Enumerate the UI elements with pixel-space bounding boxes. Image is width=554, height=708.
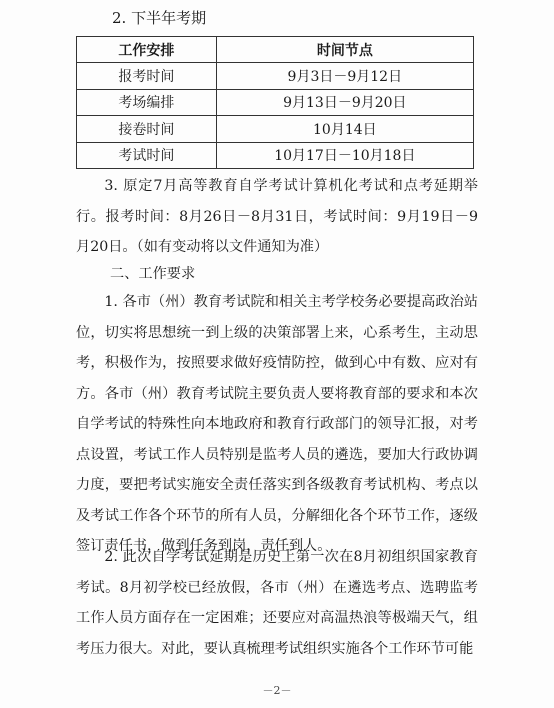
table-cell: 考试时间 (77, 142, 217, 168)
table-header-cell: 时间节点 (216, 37, 473, 63)
table-cell: 考场编排 (77, 89, 217, 115)
section-heading: 2. 下半年考期 (112, 9, 207, 27)
table-row (77, 63, 474, 89)
exam-schedule-table (76, 36, 474, 169)
requirement-1-block (76, 287, 478, 562)
table-cell: 报考时间 (77, 63, 217, 89)
table-row (77, 142, 474, 168)
paragraph-3-block (76, 171, 478, 263)
table-cell: 10月17日－10月18日 (216, 142, 473, 168)
table-cell: 10月14日 (216, 116, 473, 142)
table-row (77, 116, 474, 142)
table-row (77, 89, 474, 115)
requirement-1: 1. 各市（州）教育考试院和相关主考学校务必要提高政治站位，切实将思想统一到上级的决策部署上来，心系考生，主动思考，积极作为，按照要求做好疫情防控，做到心中有数、应对有方。各市（州）教育考试院主要负责人要将教育部的要求和本次自学考试的特殊性向本地政府和教育行政部门的领导汇报，对考点设置，考试工作人员特别是监考人员的遴选，要加大行政协调力度，要把考试实施安全责任落实到各级教育考试机构、考点以及考试工作各个环节的所有人员，分解细化各个环节工作，逐级签订责任书，做到任务到岗，责任到人。 (76, 294, 478, 554)
table-cell: 接卷时间 (77, 116, 217, 142)
table-cell: 9月3日－9月12日 (216, 63, 473, 89)
table-cell: 9月13日－9月20日 (216, 89, 473, 115)
table-header-row (77, 37, 474, 63)
page-number: －2－ (262, 684, 292, 697)
paragraph-3: 3. 原定7月高等教育自学考试计算机化考试和点考延期举行。报考时间：8月26日－8月31日，考试时间：9月19日－9月20日。（如有变动将以文件通知为准） (76, 178, 478, 255)
table-header-cell: 工作安排 (77, 37, 217, 63)
requirement-2: 2. 此次自学考试延期是历史上第一次在8月初组织国家教育考试。8月初学校已经放假，各市（州）在遴选考点、选聘监考工作人员方面存在一定困难；还要应对高温热浪等极端天气，组考压力很大。对此，要认真梳理考试组织实施各个工作环节可能 (76, 549, 478, 657)
requirement-2-block (76, 542, 478, 664)
section-two-title: 二、工作要求 (110, 266, 196, 282)
